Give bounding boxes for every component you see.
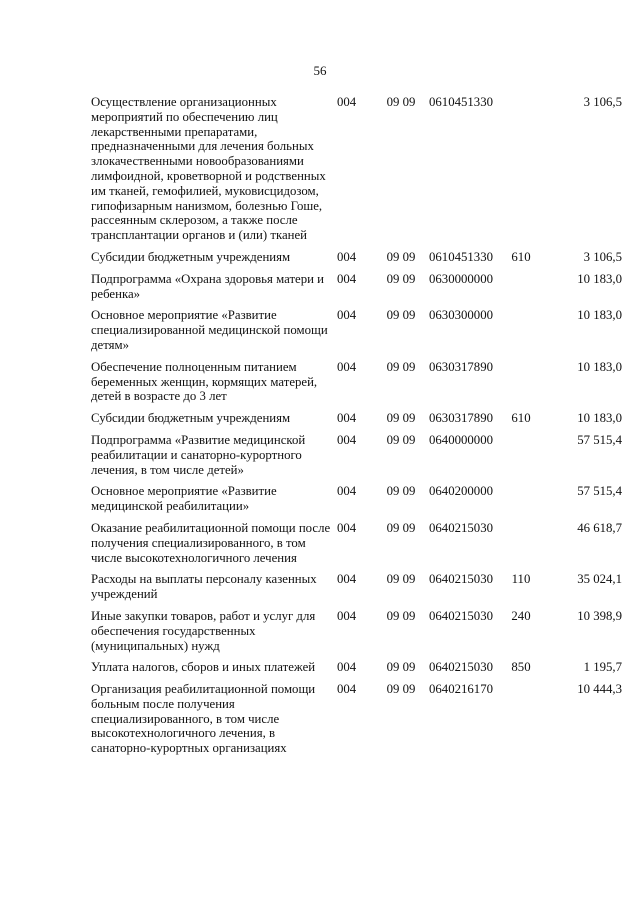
table-row [91,660,622,682]
line-item-name: Подпрограмма «Охрана здоровья матери и ребенка» [91,271,325,301]
expense-type-code: 240 [511,608,531,623]
line-item-name: Уплата налогов, сборов и иных платежей [91,660,316,675]
section-code: 09 09 [386,432,416,447]
section-code: 09 09 [386,249,416,264]
expense-type-code [507,95,535,250]
amount: 46 618,7 [577,520,622,535]
section-code: 09 09 [386,484,416,499]
amount: 10 183,0 [577,411,622,426]
ministry-code: 004 [337,520,357,535]
ministry-code: 004 [337,682,357,697]
ministry-code: 004 [337,660,357,675]
section-code: 09 09 [386,660,416,675]
ministry-code: 004 [337,308,357,323]
line-item-name: Организация реабилитационной помощи больным после получения специализированного, в том числе высокотехнологичного лечения, в санаторно-курортных организациях [91,682,316,756]
amount: 3 106,5 [583,249,622,264]
line-item-name: Основное мероприятие «Развитие специализированной медицинской помощи детям» [91,308,328,352]
section-code: 09 09 [386,682,416,697]
section-code: 09 09 [386,271,416,286]
section-code: 09 09 [386,359,416,374]
target-article-code: 0630317890 [429,359,493,374]
budget-table-body [91,95,622,763]
target-article-code: 0630000000 [429,271,493,286]
expense-type-code [507,308,535,359]
line-item-name: Основное мероприятие «Развитие медицинской реабилитации» [91,484,277,514]
ministry-code: 004 [337,359,357,374]
section-code: 09 09 [386,572,416,587]
ministry-code: 004 [337,608,357,623]
ministry-code: 004 [337,572,357,587]
table-row [91,411,622,433]
target-article-code: 0640215030 [429,520,493,535]
line-item-name: Обеспечение полноценным питанием беременных женщин, кормящих матерей, детей в возрасте до 3 лет [91,359,318,404]
line-item-name: Осуществление организационных мероприятий по обеспечению лиц лекарственными препаратами, предназначенными для лечения больных злокачественными новообразованиями лимфоидной, кроветворной и родственных им тканей, гемофилией, муковисцидозом, гипофизарным нанизмом, болезнью Гоше, рассеянным склерозом, а также после трансплантации органов и (или) тканей [91,95,326,243]
table-row [91,250,622,272]
expense-type-code [507,272,535,309]
amount: 3 106,5 [583,95,622,109]
target-article-code: 0640200000 [429,484,493,499]
expense-type-code [507,360,535,411]
target-article-code: 0610451330 [429,249,493,264]
amount: 57 515,4 [577,432,622,447]
amount: 35 024,1 [577,572,622,587]
amount: 10 398,9 [577,608,622,623]
ministry-code: 004 [337,411,357,426]
ministry-code: 004 [337,249,357,264]
line-item-name: Оказание реабилитационной помощи после получения специализированного, в том числе высокотехнологичного лечения [91,520,331,565]
line-item-name: Расходы на выплаты персоналу казенных учреждений [91,572,317,602]
section-code: 09 09 [386,608,416,623]
expense-type-code: 850 [511,660,531,675]
table-row [91,484,622,521]
line-item-name: Субсидии бюджетным учреждениям [91,249,291,264]
target-article-code: 0640216170 [429,682,493,697]
ministry-code: 004 [337,95,357,109]
target-article-code: 0640215030 [429,572,493,587]
table-row [91,609,622,660]
amount: 10 444,3 [577,682,622,697]
expense-type-code [507,484,535,521]
table-row [91,272,622,309]
table-row [91,308,622,359]
expense-type-code [507,682,535,763]
section-code: 09 09 [386,520,416,535]
line-item-name: Субсидии бюджетным учреждениям [91,411,291,426]
table-row [91,433,622,484]
target-article-code: 0640000000 [429,432,493,447]
expense-type-code: 610 [511,411,531,426]
expense-type-code: 110 [511,572,531,587]
amount: 10 183,0 [577,308,622,323]
table-row [91,521,622,572]
amount: 1 195,7 [583,660,622,675]
expense-type-code: 610 [511,249,531,264]
amount: 10 183,0 [577,271,622,286]
table-row [91,95,622,250]
table-row [91,682,622,763]
page-number: 56 [313,63,327,78]
target-article-code: 0630317890 [429,411,493,426]
section-code: 09 09 [386,95,416,109]
ministry-code: 004 [337,271,357,286]
section-code: 09 09 [386,308,416,323]
section-code: 09 09 [386,411,416,426]
ministry-code: 004 [337,484,357,499]
target-article-code: 0640215030 [429,660,493,675]
amount: 10 183,0 [577,359,622,374]
table-row [91,360,622,411]
target-article-code: 0610451330 [429,95,493,109]
line-item-name: Подпрограмма «Развитие медицинской реабилитации и санаторно-курортного лечения, в том числе детей» [91,432,306,477]
line-item-name: Иные закупки товаров, работ и услуг для обеспечения государственных (муниципальных) нужд [91,608,316,653]
expense-type-code [507,433,535,484]
expense-type-code [507,521,535,572]
budget-table [91,95,622,763]
amount: 57 515,4 [577,484,622,499]
target-article-code: 0630300000 [429,308,493,323]
ministry-code: 004 [337,432,357,447]
table-row [91,572,622,609]
target-article-code: 0640215030 [429,608,493,623]
